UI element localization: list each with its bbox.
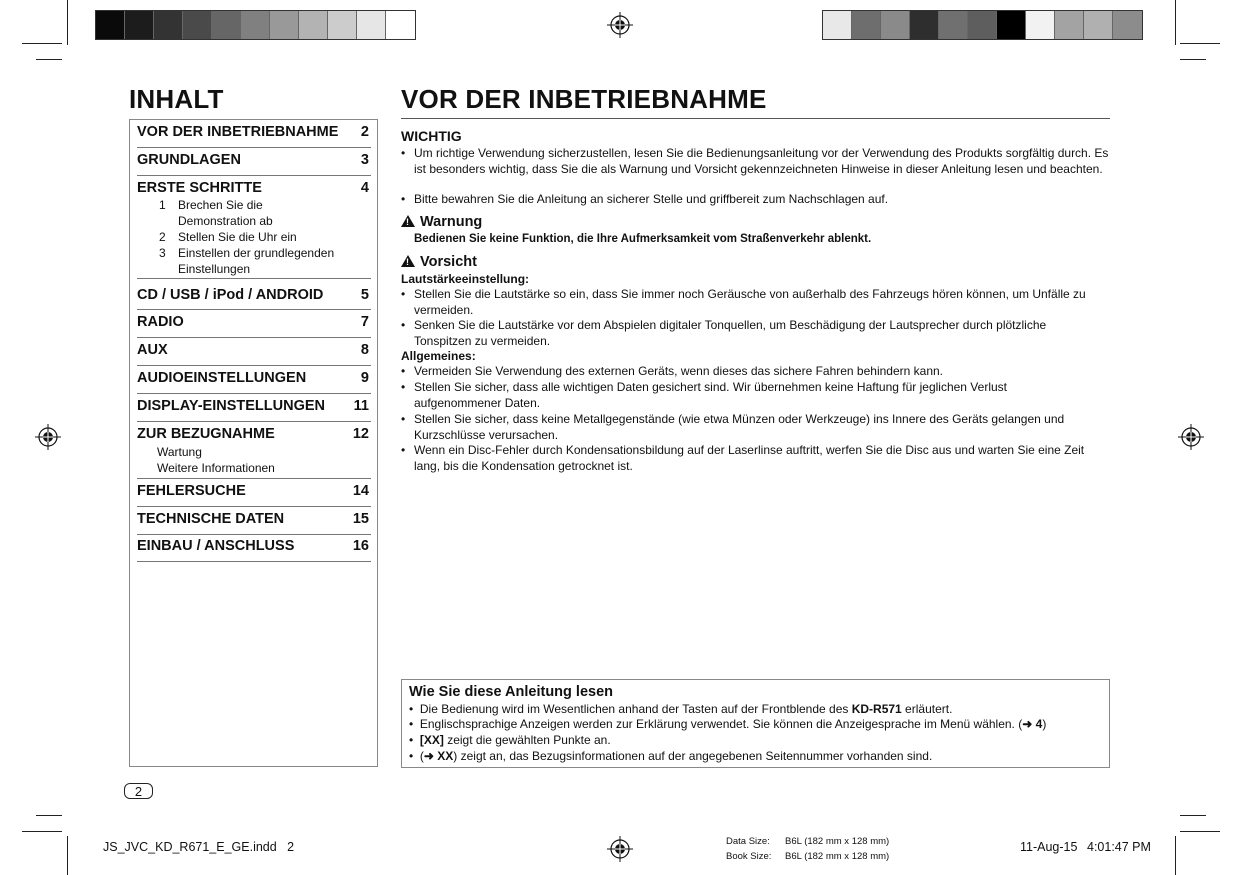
color-swatch: [125, 11, 154, 39]
toc-entry-title: ZUR BEZUGNAHME: [137, 426, 275, 442]
toc-subentry-number: 3: [159, 246, 166, 260]
toc-entry-title: GRUNDLAGEN: [137, 152, 241, 168]
page-title: VOR DER INBETRIEBNAHME: [401, 84, 767, 114]
color-swatch: [823, 11, 852, 39]
subheading-allgemeines: Allgemeines:: [401, 349, 476, 363]
toc-subentry[interactable]: Wartung: [157, 445, 202, 459]
toc-entry-page: 11: [353, 398, 369, 414]
toc-entry-page: 4: [360, 180, 369, 196]
footer-time: 4:01:47 PM: [1087, 840, 1151, 854]
list-item-text: Englischsprachige Anzeigen werden zur Erklärung verwendet. Sie können die Anzeigesprache im Menü wählen. (: [419, 717, 1023, 731]
list-item-text: zeigt die gewählten Punkte an.: [443, 733, 611, 747]
registration-mark-icon: [1178, 424, 1204, 450]
subheading-lautstaerke: Lautstärkeeinstellung:: [401, 272, 530, 286]
toc-subentry-text: Stellen Sie die Uhr ein: [178, 230, 297, 244]
bullet: •: [401, 412, 406, 426]
list-item: [401, 364, 1113, 380]
toc-entry-title: EINBAU / ANSCHLUSS: [137, 538, 295, 554]
toc-entry-title: DISPLAY-EINSTELLUNGEN: [137, 398, 325, 414]
bullet: •: [401, 318, 406, 332]
list-item: [401, 192, 1113, 208]
toc-entry-page: 3: [360, 152, 369, 168]
list-item: [409, 717, 1109, 731]
toc-entry[interactable]: [137, 310, 371, 338]
list-item-text: Stellen Sie sicher, dass keine Metallgegenstände (wie etwa Münzen oder Werkzeuge) ins Innere des Geräts gelangen und Kurzschlüsse verursachen.: [414, 412, 1065, 442]
crop-mark: [36, 59, 62, 60]
section-title-wichtig: WICHTIG: [401, 128, 462, 144]
table-of-contents: [129, 119, 378, 767]
list-item-text: Senken Sie die Lautstärke vor dem Abspielen digitaler Tonquellen, um Beschädigung der Lautsprecher durch plötzliche Tonspitzen zu vermeiden.: [414, 318, 1047, 348]
toc-entry[interactable]: [137, 394, 371, 422]
crop-mark: [1180, 59, 1206, 60]
footer-date: 11-Aug-15: [1020, 840, 1078, 854]
color-swatch: [386, 11, 415, 39]
list-item: [401, 287, 1113, 319]
bullet: •: [401, 192, 406, 206]
key-notation: [XX]: [419, 733, 444, 747]
color-swatch: [183, 11, 212, 39]
toc-entry-page: 14: [352, 483, 369, 499]
crop-mark: [1180, 815, 1206, 816]
warning-icon: [401, 215, 415, 227]
list-item: [401, 412, 1113, 444]
title-rule: [401, 118, 1110, 119]
howto-box: [401, 679, 1110, 768]
toc-entry[interactable]: [137, 534, 371, 562]
crop-mark: [1175, 0, 1176, 45]
warning-text: Bedienen Sie keine Funktion, die Ihre Aufmerksamkeit vom Straßenverkehr ablenkt.: [414, 233, 872, 245]
caution-title: Vorsicht: [420, 254, 477, 270]
color-swatch: [1113, 11, 1142, 39]
toc-entry-title: CD / USB / iPod / ANDROID: [137, 287, 324, 303]
caution-icon: [401, 255, 415, 267]
bullet: •: [409, 733, 414, 747]
toc-entry-page: 12: [352, 426, 369, 442]
bullet: •: [401, 443, 406, 457]
toc-entry-page: 2: [360, 124, 369, 140]
list-item: [401, 318, 1113, 350]
toc-subentry[interactable]: [137, 229, 371, 245]
toc-entry-title: FEHLERSUCHE: [137, 483, 246, 499]
bullet: •: [409, 702, 414, 716]
list-item-text: (: [419, 749, 424, 763]
toc-entry-title: RADIO: [137, 314, 184, 330]
color-swatch: [1084, 11, 1113, 39]
list-item: [401, 146, 1113, 194]
toc-entry-title: AUX: [137, 342, 168, 358]
toc-entry[interactable]: [137, 120, 371, 148]
crop-mark: [1180, 43, 1220, 44]
toc-subentry-text: Einstellen der grundlegenden Einstellungen: [178, 246, 335, 276]
list-item-text: Vermeiden Sie Verwendung des externen Geräts, wenn dieses das sichere Fahren behindern kann.: [414, 364, 943, 378]
color-bar-right: [822, 10, 1143, 40]
color-swatch: [154, 11, 183, 39]
list-item-text: Um richtige Verwendung sicherzustellen, lesen Sie die Bedienungsanleitung vor der Verwendung des Produkts sorgfältig durch. Es ist besonders wichtig, dass Sie die als Warnung und Vorsicht gekennzeichneten Hinweise in dieser Anleitung lesen und beachten.: [414, 146, 1109, 176]
toc-subentry-number: 1: [159, 198, 166, 212]
toc-subentry[interactable]: [137, 245, 371, 277]
crop-mark: [1180, 831, 1220, 832]
color-swatch: [96, 11, 125, 39]
color-swatch: [270, 11, 299, 39]
toc-entry-page: 9: [360, 370, 369, 386]
bullet: •: [401, 287, 406, 301]
toc-entry[interactable]: [137, 148, 371, 176]
crop-mark: [1175, 836, 1176, 875]
toc-subentry[interactable]: [137, 197, 371, 229]
warning-title: Warnung: [420, 214, 483, 230]
toc-entry-title: VOR DER INBETRIEBNAHME: [137, 124, 339, 140]
bullet: •: [409, 717, 414, 731]
toc-entry-page: 5: [360, 287, 369, 303]
list-item-text: Stellen Sie die Lautstärke so ein, dass Sie immer noch Geräusche von außerhalb des Fahrzeugs hören können, um Unfälle zu vermeiden.: [414, 287, 1086, 317]
color-swatch: [1026, 11, 1055, 39]
crop-mark: [36, 815, 62, 816]
list-item-text: erläutert.: [901, 702, 953, 716]
list-item: [401, 380, 1113, 412]
color-swatch: [212, 11, 241, 39]
list-item: [401, 443, 1113, 475]
footer-filename: JS_JVC_KD_R671_E_GE.indd 2: [103, 840, 295, 854]
color-swatch: [910, 11, 939, 39]
list-item: [409, 749, 932, 763]
color-swatch: [241, 11, 270, 39]
color-swatch: [357, 11, 386, 39]
registration-mark-icon: [607, 12, 633, 38]
color-swatch: [881, 11, 910, 39]
toc-entry[interactable]: [137, 176, 371, 279]
arrow-right-icon: ➜: [1022, 717, 1033, 731]
color-swatch: [328, 11, 357, 39]
model-name: KD-R571: [851, 702, 902, 716]
toc-entry[interactable]: [137, 422, 371, 479]
toc-heading: INHALT: [129, 84, 224, 114]
toc-entry[interactable]: [137, 366, 371, 394]
list-item: [409, 733, 611, 747]
list-item-text: ): [1042, 717, 1047, 731]
list-item-text: Bitte bewahren Sie die Anleitung an sicherer Stelle und griffbereit zum Nachschlagen auf.: [414, 192, 889, 206]
bullet: •: [401, 380, 406, 394]
toc-entry[interactable]: [137, 507, 371, 535]
page-ref-link[interactable]: 4: [1035, 717, 1043, 731]
toc-entry-page: 7: [360, 314, 369, 330]
bullet: •: [401, 146, 406, 160]
list-item-text: Stellen Sie sicher, dass alle wichtigen Daten gesichert sind. Wir übernehmen keine Haftung für jeglichen Verlust aufgenommener Daten.: [414, 380, 1007, 410]
list-item: [409, 702, 1104, 716]
crop-mark: [67, 836, 68, 875]
color-swatch: [968, 11, 997, 39]
list-item-text: Die Bedienung wird im Wesentlichen anhand der Tasten auf der Frontblende des: [419, 702, 852, 716]
list-item-text: ) zeigt an, das Bezugsinformationen auf der angegebenen Seitennummer vorhanden sind.: [453, 749, 933, 763]
toc-entry-page: 15: [352, 511, 369, 527]
color-swatch: [939, 11, 968, 39]
howto-title: Wie Sie diese Anleitung lesen: [409, 684, 613, 700]
data-size-label: Data Size:: [726, 836, 770, 847]
toc-entry-title: ERSTE SCHRITTE: [137, 180, 262, 196]
color-bar-left: [95, 10, 416, 40]
caution-heading: [401, 254, 477, 270]
toc-entry[interactable]: [137, 338, 371, 366]
color-swatch: [1055, 11, 1084, 39]
toc-subentry-text: Brechen Sie die Demonstration ab: [178, 198, 273, 228]
arrow-right-icon: ➜: [423, 749, 434, 763]
toc-subentry-number: 2: [159, 230, 166, 244]
registration-mark-icon: [35, 424, 61, 450]
page-number: 2: [124, 783, 153, 799]
data-size-value: B6L (182 mm x 128 mm): [785, 836, 890, 847]
color-swatch: [997, 11, 1026, 39]
color-swatch: [852, 11, 881, 39]
toc-entry[interactable]: [137, 279, 371, 310]
book-size-label: Book Size:: [726, 851, 772, 862]
book-size-value: B6L (182 mm x 128 mm): [785, 851, 890, 862]
toc-entry-title: TECHNISCHE DATEN: [137, 511, 285, 527]
crop-mark: [67, 0, 68, 45]
crop-mark: [22, 43, 62, 44]
toc-entry-title: AUDIOEINSTELLUNGEN: [137, 370, 307, 386]
color-swatch: [299, 11, 328, 39]
bullet: •: [401, 364, 406, 378]
toc-subentry[interactable]: Weitere Informationen: [157, 461, 275, 475]
crop-mark: [22, 831, 62, 832]
warning-heading: [401, 214, 482, 230]
toc-entry[interactable]: [137, 479, 371, 507]
bullet: •: [409, 749, 414, 763]
reference-notation: XX: [437, 749, 454, 763]
registration-mark-icon: [607, 836, 633, 862]
toc-entry-page: 16: [352, 538, 369, 554]
toc-entry-page: 8: [360, 342, 369, 358]
list-item-text: Wenn ein Disc-Fehler durch Kondensationsbildung auf der Laserlinse auftritt, werfen Sie die Disc aus und warten Sie eine Zeit lang, bis die Kondensation getrocknet ist.: [414, 443, 1085, 473]
